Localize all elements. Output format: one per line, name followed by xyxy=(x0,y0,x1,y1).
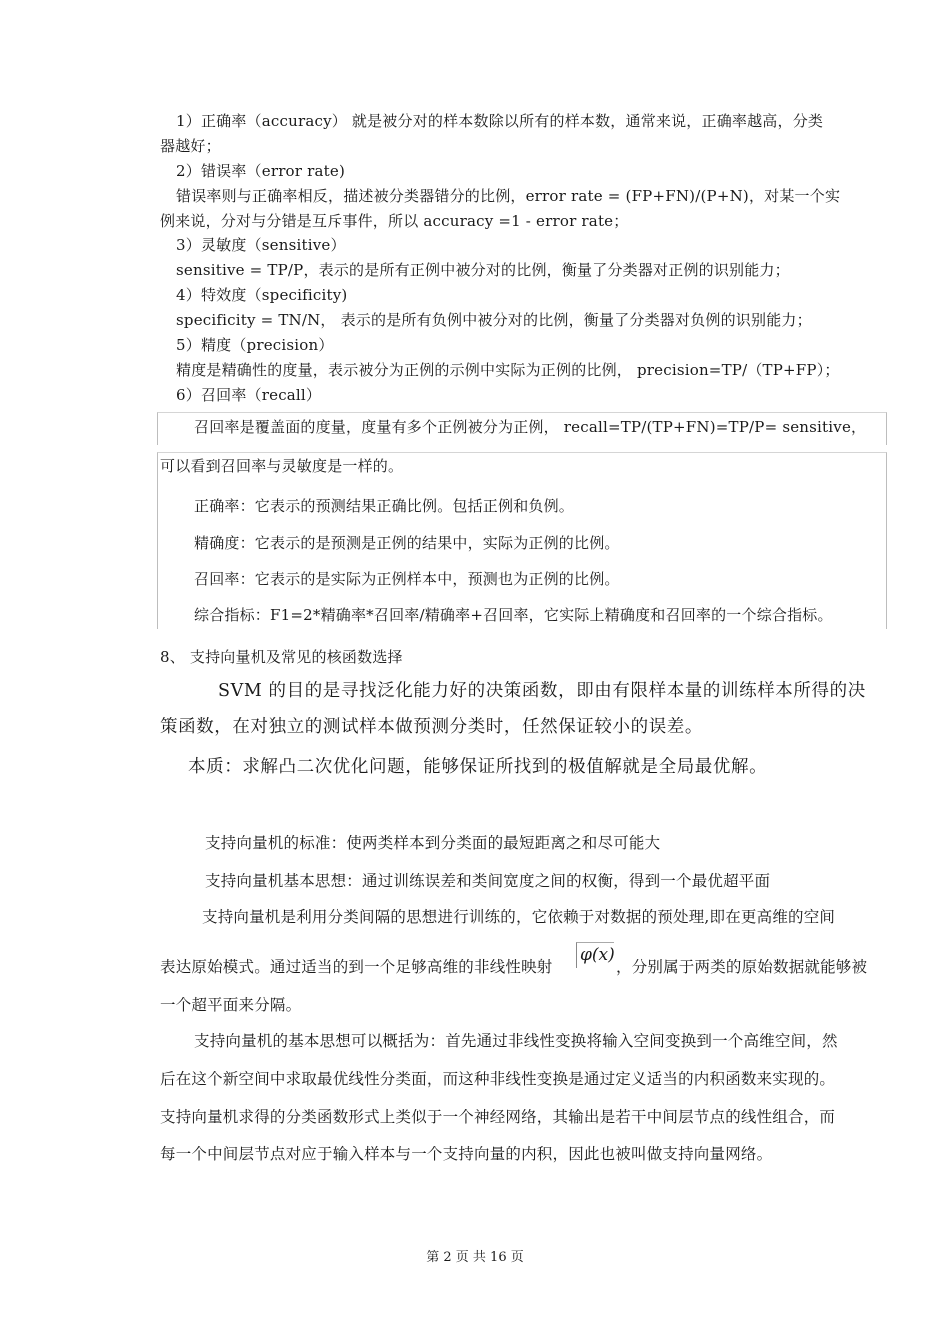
sensitive-desc: sensitive = TP/P，表示的是所有正例中被分对的比例，衡量了分类器对正例的识别能力； xyxy=(176,261,790,279)
svm-para1-line2: 策函数，在对独立的测试样本做预测分类时，任然保证较小的误差。 xyxy=(160,717,703,737)
svm-para3-line2: 表达原始模式。通过适当的到一个足够高维的非线性映射 xyxy=(160,958,553,976)
recall-desc: 召回率是覆盖面的度量，度量有多个正例被分为正例， recall=TP/(TP+FN)=TP/P= sensitive， xyxy=(194,418,867,436)
error-rate-desc: 错误率则与正确率相反，描述被分类器错分的比例，error rate = (FP+FN)/(P+N)，对某一个实 xyxy=(176,187,841,205)
svm-para3-line3: 一个超平面来分隔。 xyxy=(160,996,302,1014)
precision-desc: 精度是精确性的度量，表示被分为正例的示例中实际为正例的比例， precision=TP/（TP+FP）； xyxy=(176,361,840,379)
svm-para4-line2: 后在这个新空间中求取最优线性分类面，而这种非线性变换是通过定义适当的内积函数来实现的。 xyxy=(160,1070,836,1088)
svm-heading: 8、 支持向量机及常见的核函数选择 xyxy=(160,648,403,666)
accuracy-line-cont: 器越好； xyxy=(160,137,221,155)
sensitive-heading: 3）灵敏度（sensitive） xyxy=(176,236,346,254)
page-footer: 第 2 页 共 16 页 xyxy=(426,1250,524,1265)
svm-para4-line1: 支持向量机的基本思想可以概括为：首先通过非线性变换将输入空间变换到一个高维空间，然 xyxy=(194,1032,838,1050)
svm-basic-idea: 支持向量机基本思想：通过训练误差和类间宽度之间的权衡，得到一个最优超平面 xyxy=(205,872,771,890)
svm-essence: 本质：求解凸二次优化问题，能够保证所找到的极值解就是全局最优解。 xyxy=(188,757,768,777)
recall-heading: 6）召回率（recall） xyxy=(176,386,322,404)
svm-standard: 支持向量机的标准：使两类样本到分类面的最短距离之和尽可能大 xyxy=(205,834,661,852)
recall-desc-cont: 可以看到召回率与灵敏度是一样的。 xyxy=(160,457,404,475)
svm-para4-line4: 每一个中间层节点对应于输入样本与一个支持向量的内积，因此也被叫做支持向量网络。 xyxy=(160,1145,773,1163)
svm-para3-line2-cont: ，分别属于两类的原始数据就能够被 xyxy=(616,958,868,976)
svm-para4-line3: 支持向量机求得的分类函数形式上类似于一个神经网络，其输出是若干中间层节点的线性组合，而 xyxy=(160,1108,836,1126)
specificity-desc: specificity = TN/N， 表示的是所有负例中被分对的比例，衡量了分类器对负例的识别能力； xyxy=(176,311,812,329)
accuracy-line: 1）正确率（accuracy） 就是被分对的样本数除以所有的样本数，通常来说，正确率越高，分类 xyxy=(176,112,824,130)
specificity-heading: 4）特效度（specificity) xyxy=(176,286,348,304)
error-rate-heading: 2）错误率（error rate) xyxy=(176,162,346,180)
phi-formula-image: φ(x) xyxy=(576,942,614,968)
accuracy-summary: 正确率：它表示的预测结果正确比例。包括正例和负例。 xyxy=(194,497,575,515)
precision-heading: 5）精度（precision） xyxy=(176,336,334,354)
f1-summary: 综合指标：F1=2*精确率*召回率/精确率+召回率，它实际上精确度和召回率的一个综合指标。 xyxy=(194,606,833,624)
recall-summary: 召回率：它表示的是实际为正例样本中，预测也为正例的比例。 xyxy=(194,570,620,588)
precision-summary: 精确度：它表示的是预测是正例的结果中，实际为正例的比例。 xyxy=(194,534,620,552)
svm-para1-line1: SVM 的目的是寻找泛化能力好的决策函数，即由有限样本量的训练样本所得的决 xyxy=(218,681,866,701)
error-rate-desc-cont: 例来说，分对与分错是互斥事件，所以 accuracy =1 - error rate； xyxy=(160,212,629,230)
svm-para3-line1: 支持向量机是利用分类间隔的思想进行训练的，它依赖于对数据的预处理,即在更高维的空间 xyxy=(202,908,836,926)
